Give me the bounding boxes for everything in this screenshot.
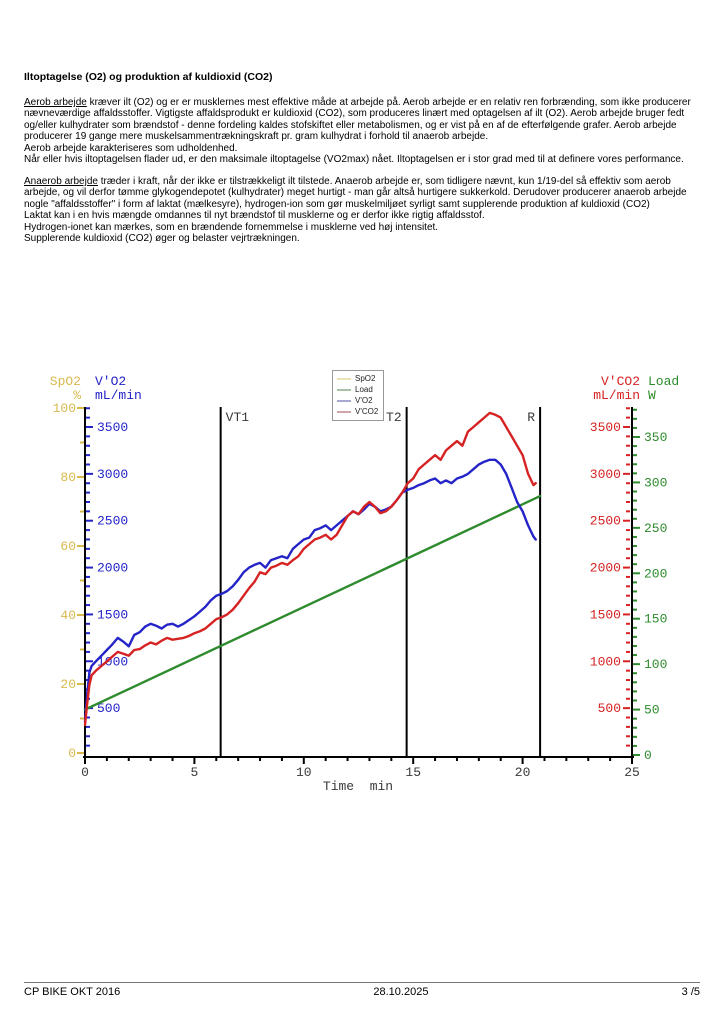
svg-text:1500: 1500 — [97, 607, 129, 623]
aerob-line-2: Aerob arbejde karakteriseres som udholdenhed. — [24, 142, 238, 154]
marker-label-vt1: VT1 — [225, 410, 250, 425]
legend-line-swatch — [337, 378, 351, 380]
legend-line-swatch — [337, 411, 351, 413]
svg-text:150: 150 — [644, 611, 668, 627]
svg-text:80: 80 — [60, 470, 76, 485]
footer-page-number: 3 /5 — [681, 986, 700, 998]
marker-label-t2: T2 — [386, 410, 402, 425]
paragraph-aerob — [24, 97, 704, 165]
paragraph-anaerob — [24, 176, 704, 244]
svg-text:3500: 3500 — [97, 419, 129, 435]
svg-text:0: 0 — [68, 746, 76, 761]
svg-text:500: 500 — [597, 701, 621, 717]
aerob-lead-text: Aerob arbejde — [24, 97, 87, 108]
svg-text:%: % — [73, 388, 81, 403]
legend-label: Load — [355, 385, 373, 394]
load-axis-title: Load — [648, 374, 680, 389]
svg-text:100: 100 — [52, 401, 76, 416]
marker-label-r: R — [527, 410, 536, 425]
series-vco2 — [85, 413, 536, 725]
svg-text:250: 250 — [644, 520, 668, 536]
time-axis-label: Time min — [322, 779, 394, 794]
legend-label: V'O2 — [355, 396, 373, 405]
svg-text:2000: 2000 — [589, 560, 621, 576]
svg-text:5: 5 — [190, 765, 199, 780]
footer-date: 28.10.2025 — [373, 986, 429, 998]
svg-text:2500: 2500 — [97, 513, 129, 529]
svg-text:mL/min: mL/min — [593, 388, 640, 403]
svg-text:3000: 3000 — [97, 466, 129, 482]
svg-text:2000: 2000 — [97, 560, 129, 576]
svg-text:3500: 3500 — [589, 419, 621, 435]
anaerob-body-text: træder i kraft, når der ikke er tilstrækkeligt ilt tilstede. Anaerob arbejde er, som tidligere nævnt, kun 1/19-del så effektiv som aerob arbejde, og vil derfor tømme glykogendepotet (kulhydrater) meget hurtigt - man går altså hurtigere sukkerkold. Derudover producerer anaerob arbejde nogle "affaldsstoffer" i form af laktat (mælkesyre), hydrogen-ion som gør muskelmiljøet syrligt samt supplerende produktion af kuldioxid (CO2) — [24, 176, 687, 210]
svg-text:W: W — [648, 388, 656, 403]
svg-text:mL/min: mL/min — [95, 388, 142, 403]
legend-item-load — [337, 384, 378, 395]
svg-text:0: 0 — [81, 765, 89, 780]
svg-text:300: 300 — [644, 475, 668, 491]
anaerob-lead-text: Anaerob arbejde — [24, 176, 98, 187]
legend-label: V'CO2 — [355, 407, 379, 416]
series — [85, 413, 540, 725]
svg-text:1500: 1500 — [589, 607, 621, 623]
svg-text:15: 15 — [405, 765, 422, 780]
page-title: Iltoptagelse (O2) og produktion af kuldioxid (CO2) — [24, 71, 273, 83]
svg-text:20: 20 — [60, 677, 76, 692]
legend-line-swatch — [337, 389, 351, 391]
legend-label: SpO2 — [355, 374, 376, 383]
axes — [83, 407, 634, 758]
aerob-body-text: kræver ilt (O2) og er er musklernes mest effektive måde at arbejde på. Aerob arbejde er en relativ ren forbrænding, som ikke producerer nævneværdige affaldsstoffer. Vigtigste affaldsprodukt er kuldioxid (CO2), som produceres linært med optagelsen af ilt (O2). Aerob arbejde bruger fedt og/eller kulhydrater som brændstof - denne fordeling kaldes stofskiftet eller metabolismen, og er vist på en af de efterfølgende grafer. Aerob arbejde producerer 19 gange mere muskelsammentrækningskraft pr. gram kulhydrat i forhold til anaerob arbejde. — [24, 97, 691, 143]
svg-text:1000: 1000 — [97, 654, 129, 670]
svg-text:20: 20 — [514, 765, 531, 780]
legend-item-spo2 — [337, 373, 378, 384]
svg-text:10: 10 — [295, 765, 312, 780]
vo2-axis-title: V'O2 — [95, 374, 127, 389]
legend-item-vco2 — [337, 406, 378, 417]
anaerob-line-4: Supplerende kuldioxid (CO2) øger og belaster vejrtrækningen. — [24, 233, 300, 245]
vco2-axis-title: V'CO2 — [600, 374, 640, 389]
svg-text:2500: 2500 — [589, 513, 621, 529]
footer-divider — [24, 982, 700, 983]
series-vo2 — [85, 460, 536, 722]
footer-document-name: CP BIKE OKT 2016 — [24, 986, 121, 998]
svg-text:3000: 3000 — [589, 466, 621, 482]
spo2-axis-title: SpO2 — [49, 374, 81, 389]
legend-item-vo2 — [337, 395, 378, 406]
footer — [24, 986, 700, 998]
series-load — [85, 496, 540, 709]
svg-text:0: 0 — [644, 748, 652, 763]
legend-line-swatch — [337, 400, 351, 402]
aerob-line-3: Når eller hvis iltoptagelsen flader ud, er den maksimale iltoptagelse (VO2max) nået. Iltoptagelsen er i stor grad med til at definere vores performance. — [24, 154, 684, 166]
svg-text:500: 500 — [97, 701, 121, 717]
svg-text:40: 40 — [60, 608, 76, 623]
anaerob-line-3: Hydrogen-ionet kan mærkes, som en brændende fornemmelse i musklerne ved høj intensitet. — [24, 221, 439, 233]
svg-text:350: 350 — [644, 430, 668, 446]
chart-legend — [332, 370, 384, 421]
svg-text:100: 100 — [644, 657, 668, 673]
anaerob-line-2: Laktat kan i en hvis mængde omdannes til nyt brændstof til musklerne og er derfor ikke rigtig affaldsstof. — [24, 210, 485, 222]
svg-text:1000: 1000 — [589, 654, 621, 670]
svg-text:25: 25 — [624, 765, 640, 780]
svg-text:200: 200 — [644, 566, 668, 582]
svg-text:60: 60 — [60, 539, 76, 554]
axis-labels — [50, 374, 679, 794]
axis-ticks — [77, 408, 640, 764]
threshold-markers — [221, 407, 540, 757]
svg-text:50: 50 — [644, 702, 660, 718]
